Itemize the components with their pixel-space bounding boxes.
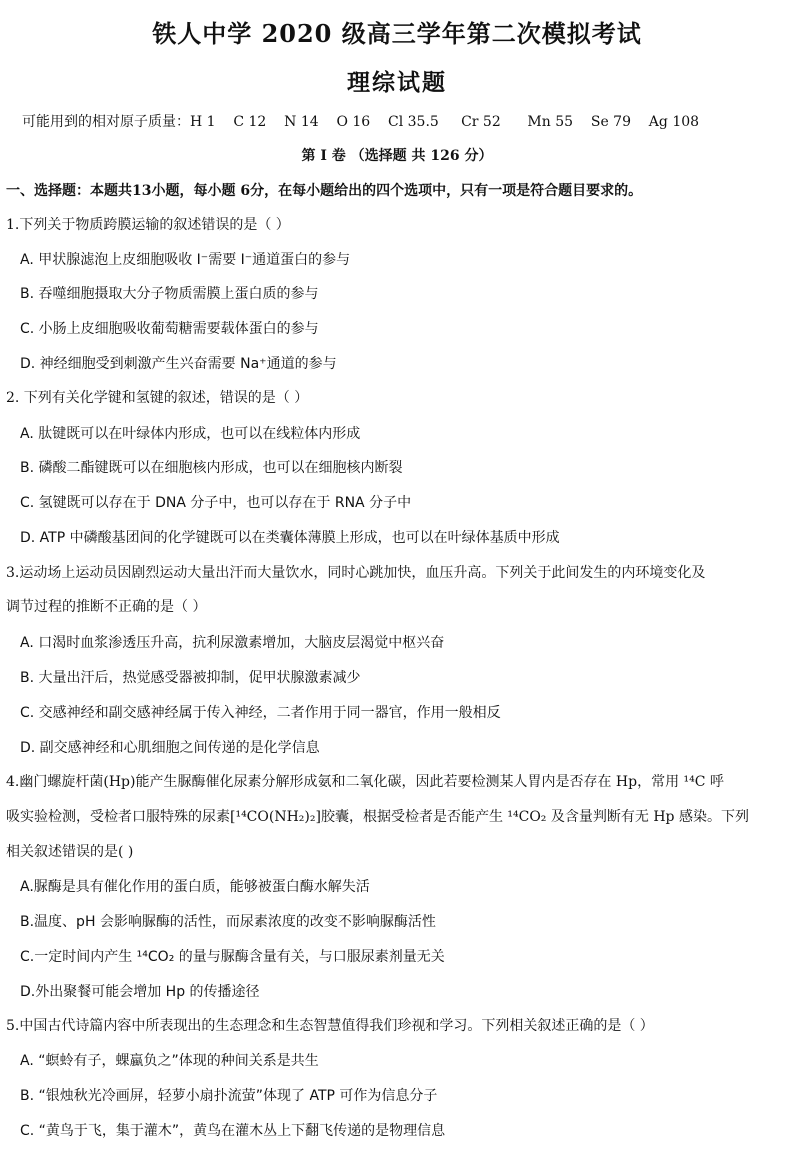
- question-3-stem-line-2: 调节过程的推断不正确的是（ ）: [6, 599, 207, 615]
- question-2-option-c: C. 氢键既可以存在于 DNA 分子中，也可以存在于 RNA 分子中: [20, 495, 412, 511]
- question-1-option-d: D. 神经细胞受到刺激产生兴奋需要 Na⁺通道的参与: [20, 356, 337, 372]
- question-4-stem-line-1: 4.幽门螺旋杆菌(Hp)能产生脲酶催化尿素分解形成氨和二氧化碳，因此若要检测某人胃内是否存在 Hp，常用 ¹⁴C 呼: [6, 774, 724, 790]
- question-5-option-a: A. “螟蛉有子，蜾蠃负之”体现的种间关系是共生: [20, 1053, 319, 1069]
- question-5-option-c: C. “黄鸟于飞，集于灌木”，黄鸟在灌木丛上下翻飞传递的是物理信息: [20, 1123, 446, 1139]
- section-heading: 第 I 卷 （选择题 共 126 分）: [301, 148, 493, 164]
- question-2-option-a: A. 肽键既可以在叶绿体内形成，也可以在线粒体内形成: [20, 426, 361, 442]
- question-1-option-c: C. 小肠上皮细胞吸收葡萄糖需要载体蛋白的参与: [20, 321, 319, 337]
- question-4-stem-line-3: 相关叙述错误的是( ): [6, 844, 134, 860]
- exam-subtitle: 理综试题: [347, 69, 447, 96]
- question-1-option-b: B. 吞噬细胞摄取大分子物质需膜上蛋白质的参与: [20, 286, 319, 302]
- question-4-option-b: B.温度、pH 会影响脲酶的活性，而尿素浓度的改变不影响脲酶活性: [20, 914, 436, 930]
- exam-title: 铁人中学 2020 级高三学年第二次模拟考试: [152, 19, 642, 48]
- question-3-option-b: B. 大量出汗后，热觉感受器被抑制，促甲状腺激素减少: [20, 670, 361, 686]
- question-4-option-a: A.脲酶是具有催化作用的蛋白质，能够被蛋白酶水解失活: [20, 879, 370, 895]
- instructions: 一、选择题：本题共13小题，每小题 6分，在每小题给出的四个选项中，只有一项是符合题目要求的。: [6, 183, 643, 199]
- question-3-option-c: C. 交感神经和副交感神经属于传入神经，二者作用于同一器官，作用一般相反: [20, 705, 501, 721]
- atomic-masses-line: 可能用到的相对原子质量：H 1 C 12 N 14 O 16 Cl 35.5 Cr 52 Mn 55 Se 79 Ag 108: [22, 114, 700, 130]
- question-4-option-d: D.外出聚餐可能会增加 Hp 的传播途径: [20, 984, 260, 1000]
- question-3-option-a: A. 口渴时血浆渗透压升高，抗利尿激素增加，大脑皮层渴觉中枢兴奋: [20, 635, 445, 651]
- question-4-option-c: C.一定时间内产生 ¹⁴CO₂ 的量与脲酶含量有关，与口服尿素剂量无关: [20, 949, 445, 965]
- question-1-stem: 1.下列关于物质跨膜运输的叙述错误的是（ ）: [6, 217, 290, 233]
- question-3-stem-line-1: 3.运动场上运动员因剧烈运动大量出汗而大量饮水，同时心跳加快，血压升高。下列关于此间发生的内环境变化及: [6, 565, 706, 581]
- question-1-option-a: A. 甲状腺滤泡上皮细胞吸收 I⁻需要 I⁻通道蛋白的参与: [20, 252, 351, 268]
- question-2-option-d: D. ATP 中磷酸基团间的化学键既可以在类囊体薄膜上形成，也可以在叶绿体基质中形成: [20, 530, 560, 546]
- question-3-option-d: D. 副交感神经和心肌细胞之间传递的是化学信息: [20, 740, 320, 756]
- question-4-stem-line-2: 吸实验检测，受检者口服特殊的尿素[¹⁴CO(NH₂)₂]胶囊，根据受检者是否能产生 ¹⁴CO₂ 及含量判断有无 Hp 感染。下列: [6, 809, 749, 825]
- question-5-stem: 5.中国古代诗篇内容中所表现出的生态理念和生态智慧值得我们珍视和学习。下列相关叙述正确的是（ ）: [6, 1018, 654, 1034]
- question-2-stem: 2. 下列有关化学键和氢键的叙述，错误的是（ ）: [6, 390, 309, 406]
- question-2-option-b: B. 磷酸二酯键既可以在细胞核内形成，也可以在细胞核内断裂: [20, 460, 403, 476]
- question-5-option-b: B. “银烛秋光冷画屏，轻萝小扇扑流萤”体现了 ATP 可作为信息分子: [20, 1088, 438, 1104]
